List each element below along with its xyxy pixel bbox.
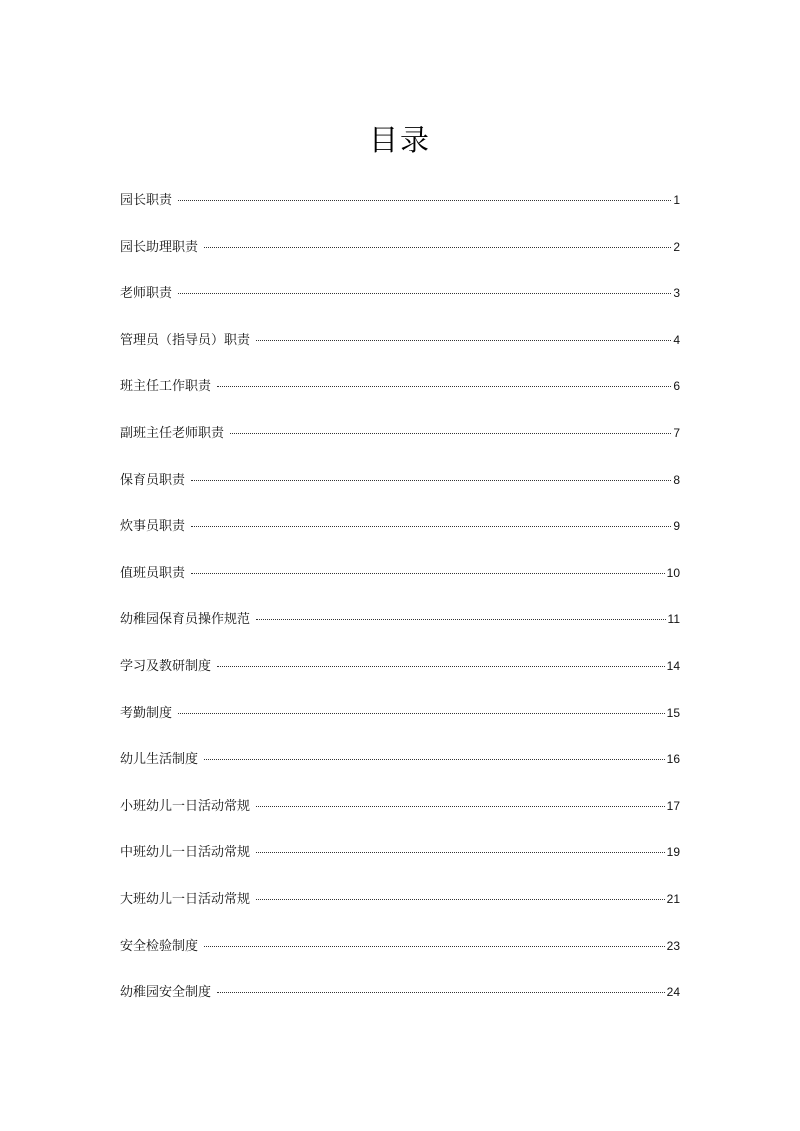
- toc-entry-label: 学习及教研制度: [120, 658, 212, 674]
- table-of-contents: [120, 188, 680, 1027]
- toc-entry-page-number: 10: [666, 565, 680, 580]
- toc-entry-page-number: 4: [673, 332, 680, 347]
- toc-dot-leader: [178, 293, 671, 294]
- toc-entry-label: 保育员职责: [120, 472, 186, 488]
- toc-entry-page-number: 8: [673, 472, 680, 487]
- toc-entry-label: 副班主任老师职责: [120, 425, 225, 441]
- toc-entry-page-number: 1: [673, 193, 680, 207]
- toc-entry-page-number: 11: [667, 612, 680, 627]
- toc-dot-leader: [256, 619, 666, 620]
- toc-dot-leader: [256, 340, 671, 341]
- toc-dot-leader: [256, 806, 665, 807]
- toc-dot-leader: [178, 200, 671, 201]
- toc-dot-leader: [217, 992, 665, 993]
- toc-entry-page-number: 7: [673, 425, 680, 440]
- toc-dot-leader: [217, 666, 665, 667]
- toc-entry-label: 值班员职责: [120, 565, 186, 581]
- toc-dot-leader: [191, 480, 671, 481]
- toc-entry-page-number: 9: [673, 519, 680, 534]
- toc-entry-label: 炊事员职责: [120, 519, 186, 535]
- toc-entry-label: 班主任工作职责: [120, 379, 212, 395]
- toc-entry[interactable]: [120, 794, 680, 841]
- toc-entry-page-number: 23: [666, 938, 680, 953]
- toc-entry-page-number: 16: [666, 752, 680, 767]
- toc-entry-label: 安全检验制度: [120, 938, 199, 954]
- toc-entry-page-number: 14: [666, 658, 680, 673]
- toc-entry[interactable]: [120, 514, 680, 561]
- toc-entry[interactable]: [120, 468, 680, 515]
- toc-entry[interactable]: [120, 374, 680, 421]
- toc-entry-page-number: 24: [666, 985, 680, 1000]
- toc-entry[interactable]: [120, 980, 680, 1027]
- toc-entry[interactable]: [120, 281, 680, 328]
- toc-entry[interactable]: [120, 701, 680, 748]
- toc-entry-page-number: 3: [673, 286, 680, 301]
- toc-dot-leader: [204, 247, 671, 248]
- toc-entry-label: 幼稚园安全制度: [120, 985, 212, 1001]
- toc-entry[interactable]: [120, 235, 680, 282]
- toc-dot-leader: [178, 713, 665, 714]
- toc-entry-label: 园长职责: [120, 193, 173, 208]
- toc-entry-page-number: 21: [666, 891, 680, 906]
- toc-entry-label: 园长助理职责: [120, 239, 199, 255]
- toc-entry-label: 幼稚园保育员操作规范: [120, 612, 251, 628]
- toc-dot-leader: [191, 573, 665, 574]
- toc-entry-label: 管理员（指导员）职责: [120, 332, 251, 348]
- toc-entry-label: 幼儿生活制度: [120, 752, 199, 768]
- toc-dot-leader: [191, 526, 671, 527]
- toc-dot-leader: [204, 759, 665, 760]
- toc-dot-leader: [217, 386, 671, 387]
- toc-entry[interactable]: [120, 328, 680, 375]
- toc-entry[interactable]: [120, 421, 680, 468]
- toc-entry-page-number: 15: [666, 705, 680, 720]
- toc-entry-label: 考勤制度: [120, 705, 173, 721]
- toc-entry-label: 小班幼儿一日活动常规: [120, 798, 251, 814]
- toc-entry-page-number: 17: [666, 798, 680, 813]
- toc-entry-page-number: 6: [673, 379, 680, 394]
- toc-title: 目录: [368, 123, 431, 157]
- toc-entry-label: 老师职责: [120, 286, 173, 302]
- toc-dot-leader: [256, 899, 665, 900]
- toc-entry[interactable]: [120, 188, 680, 235]
- toc-entry-page-number: 19: [666, 845, 680, 860]
- toc-entry[interactable]: [120, 934, 680, 981]
- toc-entry-page-number: 2: [673, 239, 680, 254]
- toc-entry[interactable]: [120, 654, 680, 701]
- toc-entry-label: 中班幼儿一日活动常规: [120, 845, 251, 861]
- toc-entry[interactable]: [120, 607, 680, 654]
- toc-entry[interactable]: [120, 840, 680, 887]
- toc-dot-leader: [204, 946, 665, 947]
- toc-dot-leader: [230, 433, 671, 434]
- toc-entry[interactable]: [120, 887, 680, 934]
- toc-entry[interactable]: [120, 561, 680, 608]
- toc-entry[interactable]: [120, 747, 680, 794]
- toc-dot-leader: [256, 852, 665, 853]
- toc-entry-label: 大班幼儿一日活动常规: [120, 891, 251, 907]
